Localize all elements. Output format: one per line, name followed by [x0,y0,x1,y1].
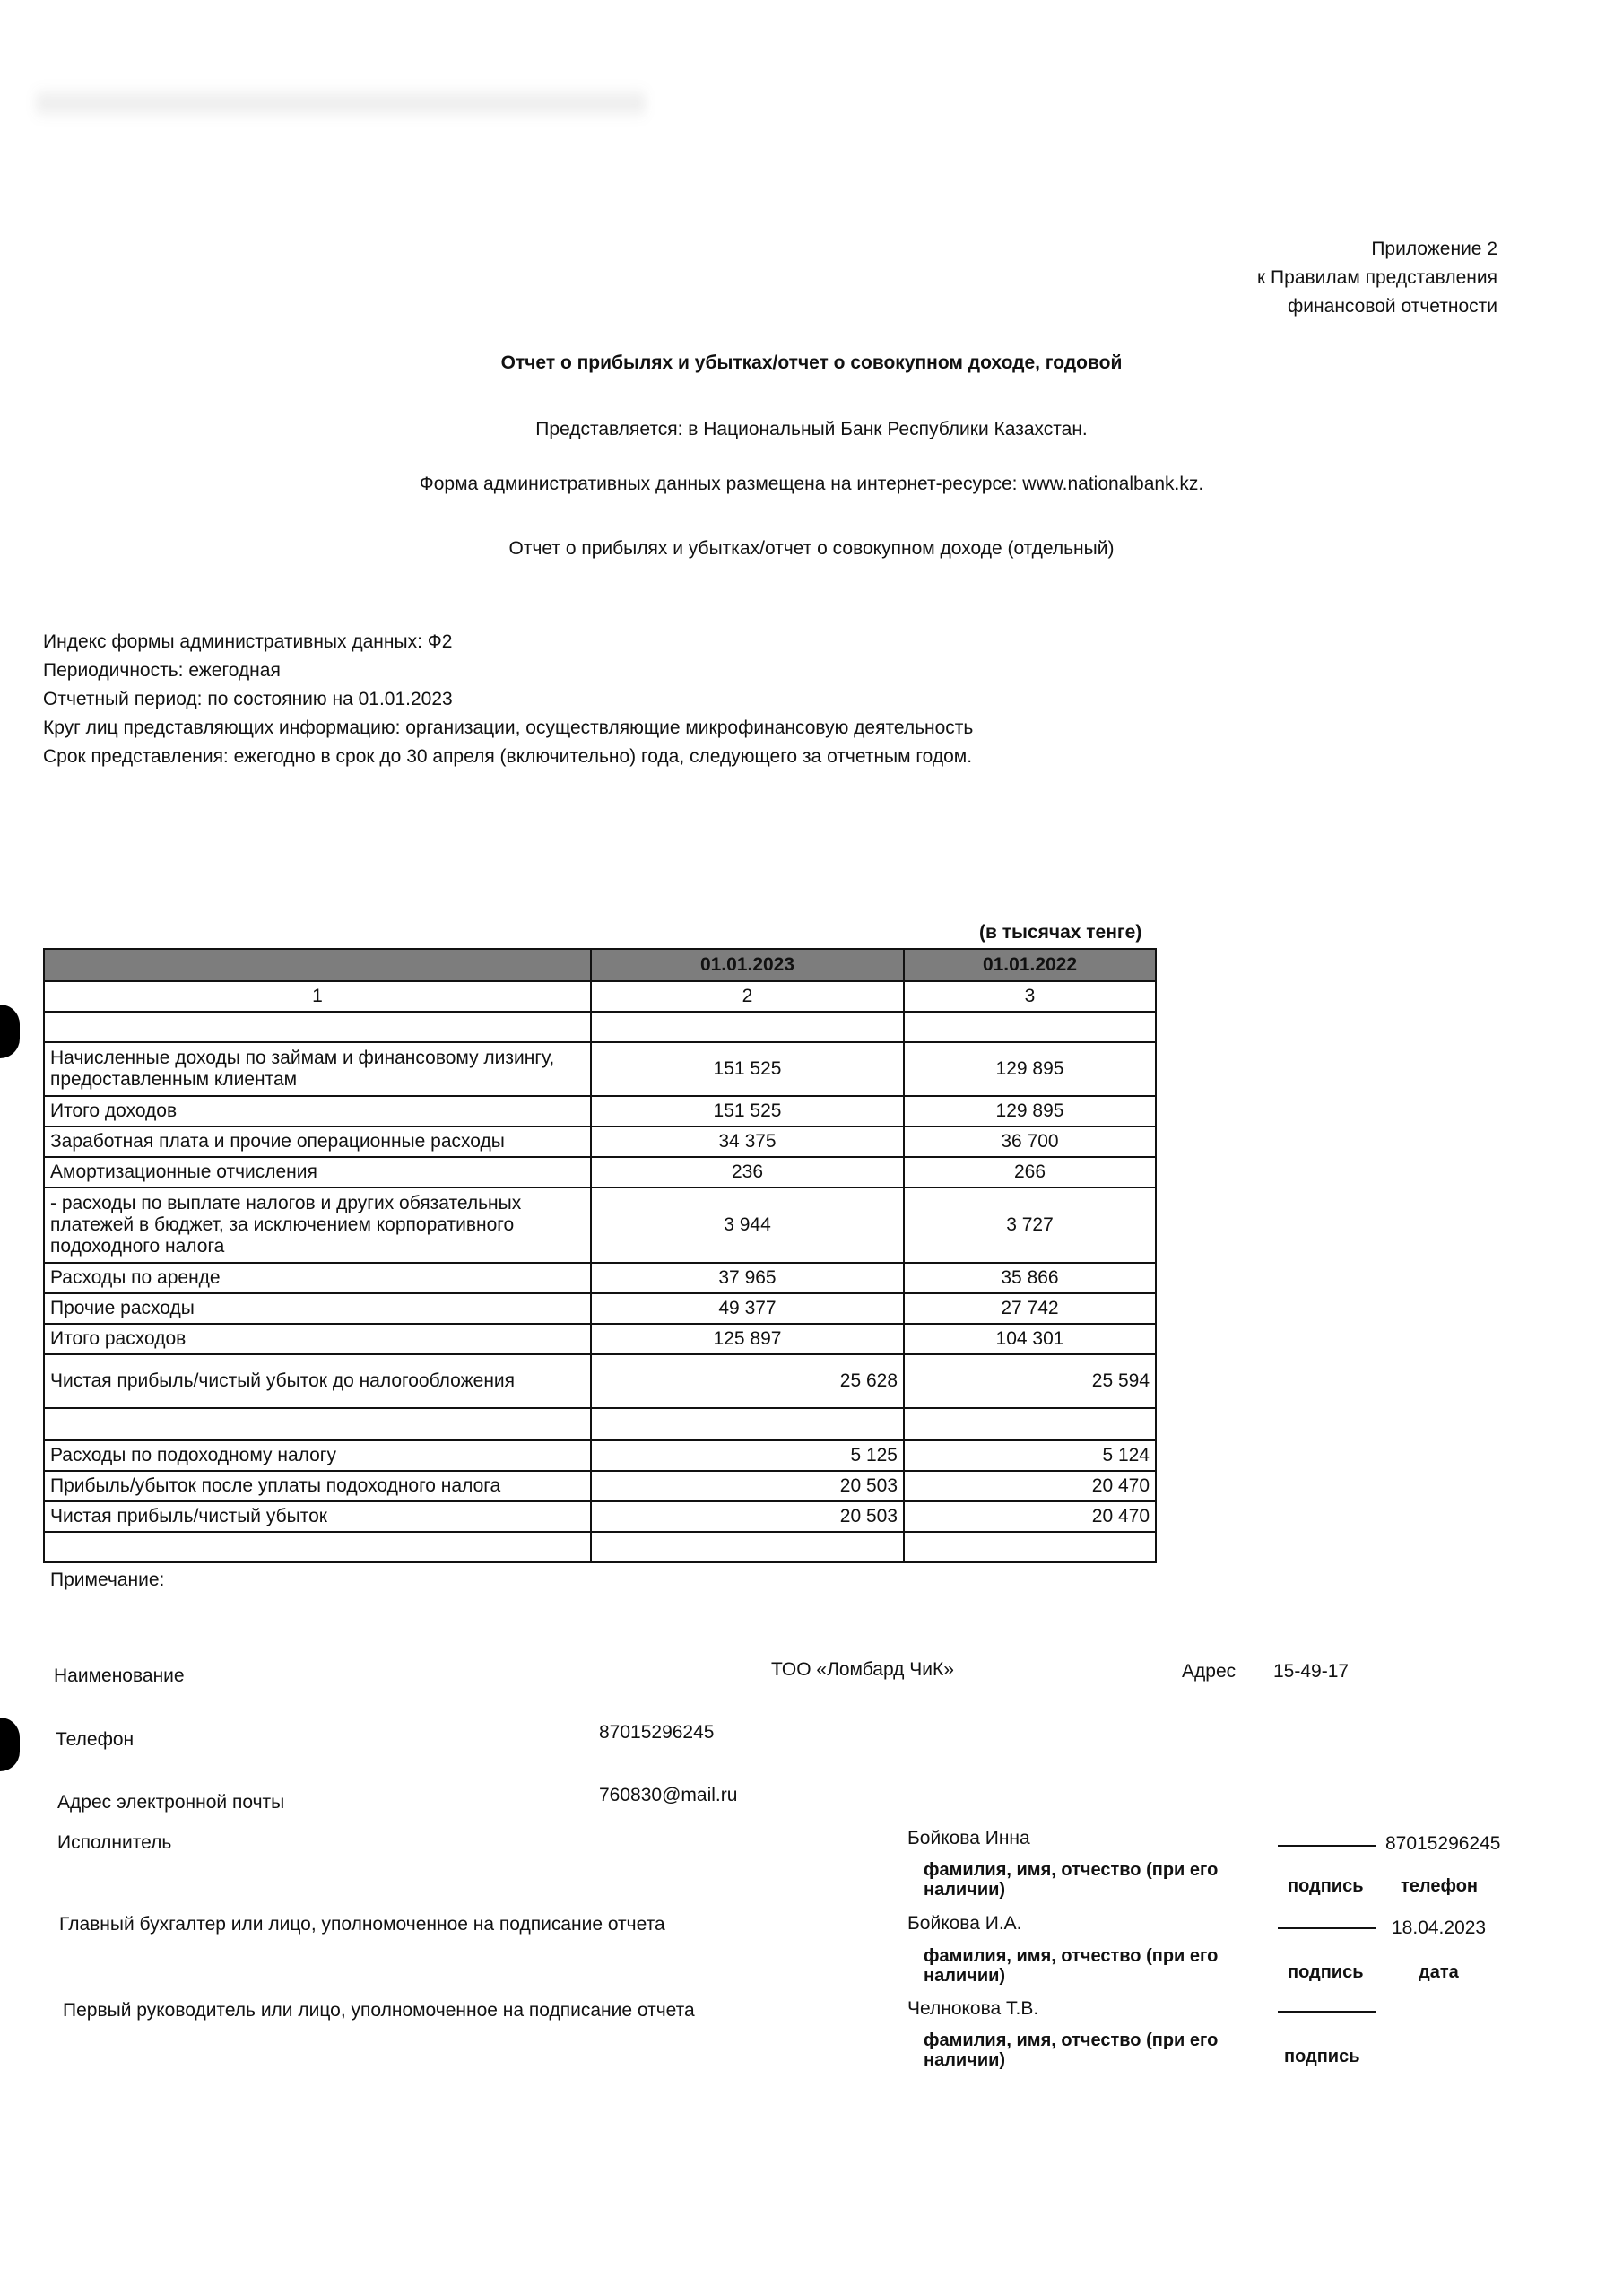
address-value: 15-49-17 [1273,1661,1350,1682]
submission-deadline: Срок представления: ежегодно в срок до 30 апреля (включительно) года, следующего за отчетным годом. [43,746,973,767]
value-2022: 129 895 [904,1096,1156,1126]
appendix-line-1: Приложение 2 [1371,239,1497,259]
row-label: Чистая прибыль/чистый убыток до налогообложения [44,1354,591,1408]
table-row [44,1126,1156,1157]
note-label: Примечание: [50,1570,165,1590]
value-2022: 20 470 [904,1501,1156,1532]
row-label: Расходы по подоходному налогу [44,1440,591,1471]
value-2023: 25 628 [591,1354,904,1408]
date-caption: дата [1419,1962,1459,1982]
email-label: Адрес электронной почты [57,1792,285,1813]
table-row [44,1042,1156,1096]
phone-value: 87015296245 [599,1722,715,1743]
value-2023: 5 125 [591,1440,904,1471]
form-periodicity: Периодичность: ежегодная [43,660,281,681]
accountant-signature-line [1278,1927,1376,1929]
table-row [44,1324,1156,1354]
value-2023: 125 897 [591,1324,904,1354]
header-2022: 01.01.2022 [904,949,1156,981]
value-2023: 151 525 [591,1042,904,1096]
reporting-period: Отчетный период: по состоянию на 01.01.2023 [43,689,453,709]
executor-label: Исполнитель [57,1832,172,1853]
fio-caption: фамилия, имя, отчество (при его наличии) [924,2031,1219,2070]
value-2022: 27 742 [904,1293,1156,1324]
document-subtitle: Отчет о прибылях и убытках/отчет о совокупном доходе (отдельный) [508,538,1115,559]
table-row [44,1187,1156,1263]
value-2022: 20 470 [904,1471,1156,1501]
form-index: Индекс формы административных данных: Ф2 [43,631,453,652]
submitted-to: Представляется: в Национальный Банк Республики Казахстан. [535,419,1088,439]
header-indicator [44,949,591,981]
column-number: 1 [44,981,591,1012]
value-2023: 236 [591,1157,904,1187]
table-row [44,1354,1156,1408]
sign-caption: подпись [1284,2047,1360,2066]
row-label: Расходы по аренде [44,1263,591,1293]
form-metadata [43,628,973,771]
column-number: 2 [591,981,904,1012]
row-label: Итого доходов [44,1096,591,1126]
value-2023: 20 503 [591,1471,904,1501]
respondents: Круг лиц представляющих информацию: организации, осуществляющие микрофинансовую деятельность [43,718,974,738]
fio-caption: фамилия, имя, отчество (при его наличии) [924,1946,1219,1986]
org-name-label: Наименование [54,1665,185,1686]
scan-smudge [36,85,646,121]
head-name: Челнокова Т.В. [907,1998,1039,2019]
row-label: Амортизационные отчисления [44,1157,591,1187]
accountant-date: 18.04.2023 [1392,1918,1487,1938]
table-row [44,1263,1156,1293]
header-2023: 01.01.2023 [591,949,904,981]
head-signature-line [1278,2011,1376,2013]
value-2022: 129 895 [904,1042,1156,1096]
executor-phone: 87015296245 [1385,1833,1501,1854]
punch-hole-top [0,1004,20,1058]
value-2022: 5 124 [904,1440,1156,1471]
sign-caption: подпись [1288,1876,1364,1896]
value-2023: 151 525 [591,1096,904,1126]
appendix-line-3: финансовой отчетности [1288,296,1497,317]
table-row [44,1440,1156,1471]
value-2023: 20 503 [591,1501,904,1532]
units-label: (в тысячах тенге) [979,922,1142,943]
table-header-row [44,949,1156,981]
value-2022: 266 [904,1157,1156,1187]
row-label: Заработная плата и прочие операционные расходы [44,1126,591,1157]
empty-row [44,1012,1156,1042]
row-label: Чистая прибыль/чистый убыток [44,1501,591,1532]
table-row [44,1501,1156,1532]
accountant-label: Главный бухгалтер или лицо, уполномоченное на подписание отчета [59,1914,665,1935]
row-label: Итого расходов [44,1324,591,1354]
row-label: Прибыль/убыток после уплаты подоходного налога [44,1471,591,1501]
table-row [44,1471,1156,1501]
value-2022: 35 866 [904,1263,1156,1293]
punch-hole-bottom [0,1718,20,1771]
appendix-line-2: к Правилам представления [1257,267,1497,288]
email-value: 760830@mail.ru [599,1785,738,1805]
head-label: Первый руководитель или лицо, уполномоченное на подписание отчета [63,2000,695,2021]
sign-caption: подпись [1288,1962,1364,1982]
appendix-note [1257,235,1497,321]
row-label: Прочие расходы [44,1293,591,1324]
value-2022: 25 594 [904,1354,1156,1408]
phone-label: Телефон [56,1729,135,1750]
column-number: 3 [904,981,1156,1012]
income-statement-table [43,948,1157,1563]
executor-name: Бойкова Инна [907,1828,1030,1848]
org-name-value: ТОО «Ломбард ЧиК» [771,1659,954,1680]
table-row [44,1096,1156,1126]
value-2022: 3 727 [904,1187,1156,1263]
address-label: Адрес [1182,1661,1237,1682]
table-row [44,1293,1156,1324]
row-label: Начисленные доходы по займам и финансовому лизингу, предоставленным клиентам [44,1042,591,1096]
form-location: Форма административных данных размещена на интернет-ресурсе: www.nationalbank.kz. [419,474,1204,494]
value-2022: 104 301 [904,1324,1156,1354]
table-row [44,1157,1156,1187]
value-2023: 34 375 [591,1126,904,1157]
column-numbers-row [44,981,1156,1012]
empty-row [44,1532,1156,1562]
value-2023: 49 377 [591,1293,904,1324]
value-2023: 3 944 [591,1187,904,1263]
empty-row [44,1408,1156,1440]
value-2023: 37 965 [591,1263,904,1293]
fio-caption: фамилия, имя, отчество (при его наличии) [924,1860,1219,1900]
accountant-name: Бойкова И.А. [907,1913,1022,1934]
document-title: Отчет о прибылях и убытках/отчет о совокупном доходе, годовой [500,352,1123,373]
phone-caption: телефон [1401,1876,1479,1896]
executor-signature-line [1278,1845,1376,1847]
row-label: - расходы по выплате налогов и других обязательных платежей в бюджет, за исключением корпоративного подоходного налога [44,1187,591,1263]
value-2022: 36 700 [904,1126,1156,1157]
